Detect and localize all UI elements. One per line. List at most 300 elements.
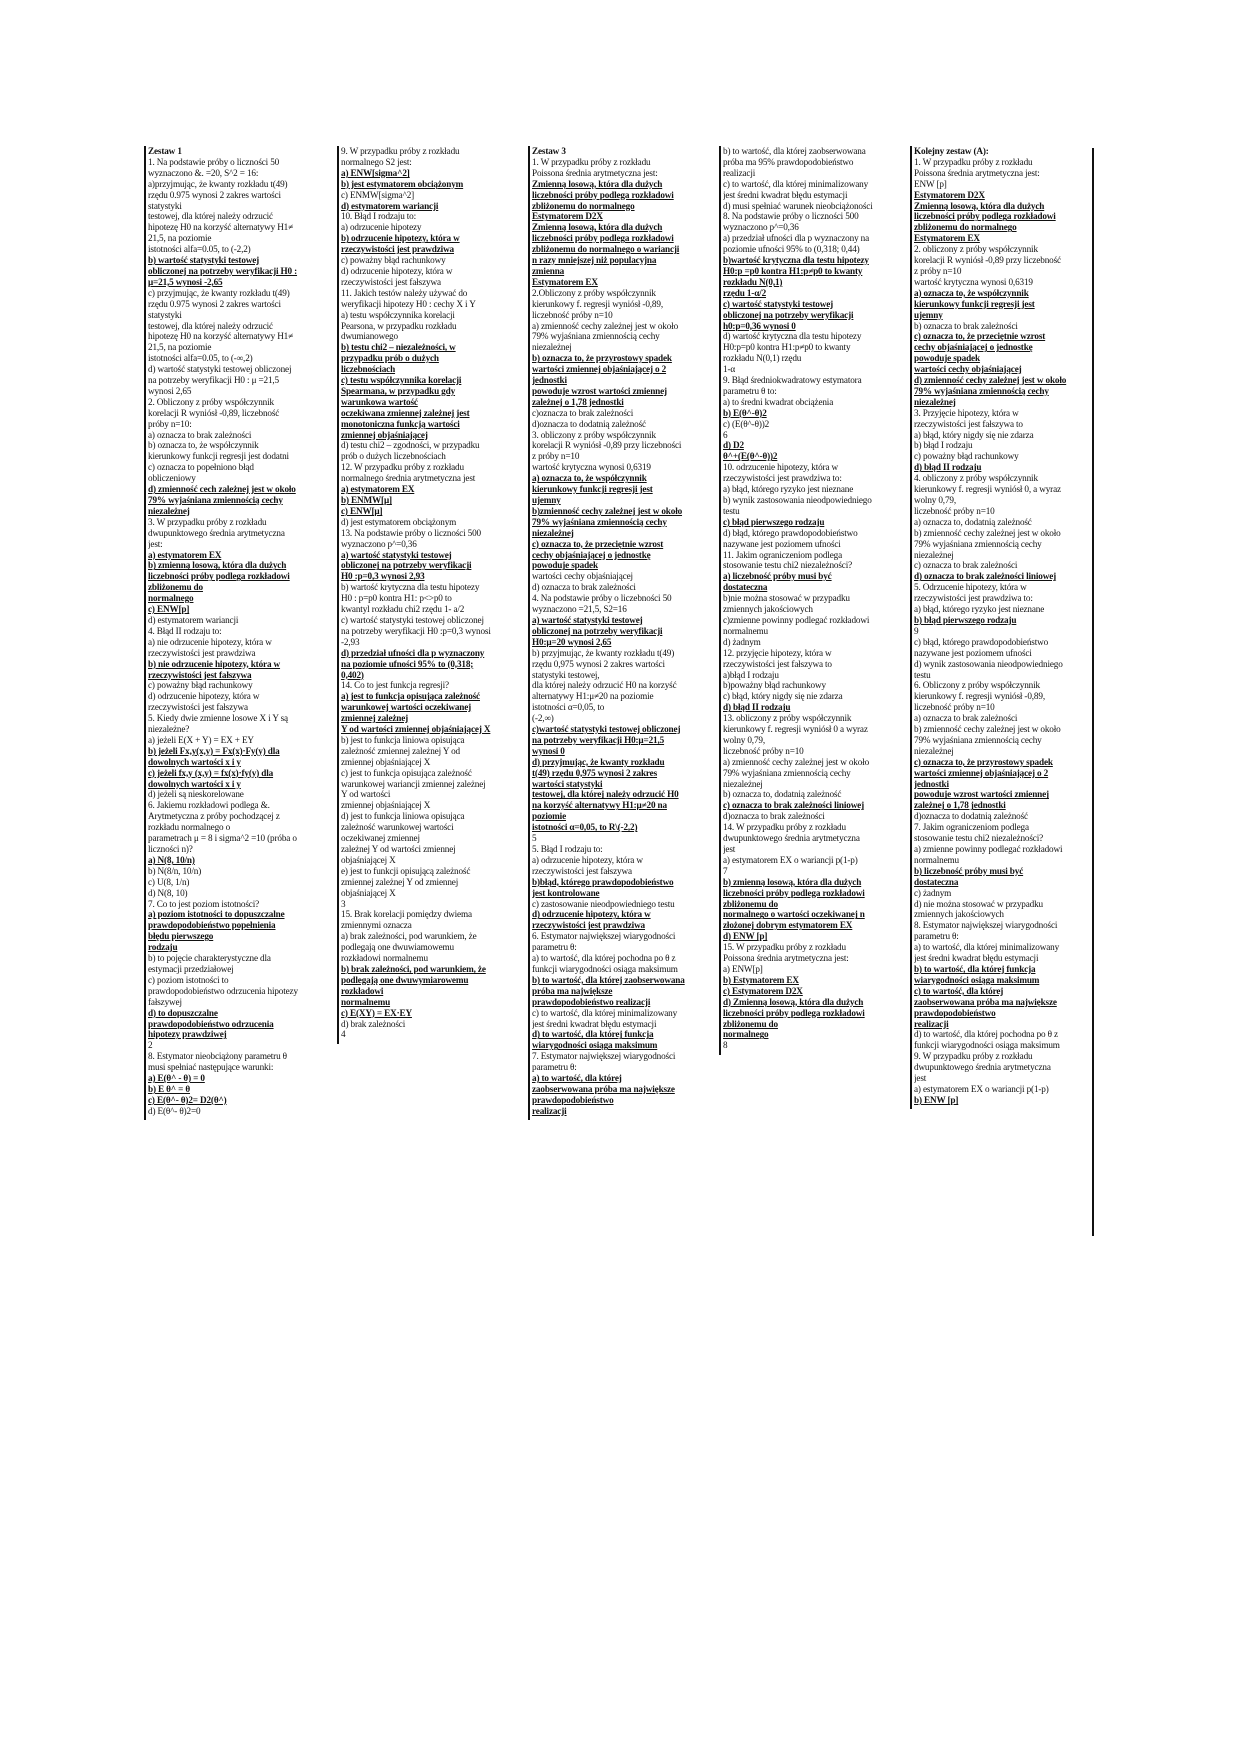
text-line: c) oznacza to popełniono błąd: [148, 462, 254, 473]
text-line: d) E(θ^- θ)2=0: [148, 1105, 201, 1116]
text-line: d) nie można stosować w przypadku: [914, 898, 1043, 909]
answer-line: obliczonej na potrzeby weryfikacji H0 :: [148, 265, 298, 276]
section-heading: Zestaw 1: [148, 146, 182, 156]
answer-line: testowej, dla której należy odrzucić H0: [532, 789, 679, 800]
answer-line: c) E(XY) = EX·EY: [341, 1007, 412, 1018]
text-line: podlegają one dwuwiamowemu: [341, 942, 454, 953]
answer-line: θ^+(E(θ^-θ))2: [723, 451, 778, 462]
text-line: parametru θ:: [532, 942, 577, 953]
answer-line: b) zmienną losową, która dla dużych: [723, 876, 862, 887]
answer-line: próba ma największe: [532, 985, 613, 996]
text-line: 8. Estymator nieobciążony parametru θ: [148, 1051, 287, 1062]
text-line: alternatywy H1:μ≠20 na poziomie: [532, 691, 654, 702]
text-line: 10. Błąd I rodzaju to:: [341, 211, 417, 222]
text-line: 4. Na podstawie próby o liczebności 50: [532, 593, 672, 604]
answer-line: Zmienną losową, która dla dużych: [532, 178, 663, 189]
text-line: zależnej Y od wartości zmiennej: [341, 844, 456, 854]
text-line: c) to wartość, dla której minimalizowany: [532, 1007, 678, 1018]
text-line: b) to pojęcie charakterystyczne dla: [148, 953, 271, 964]
answer-line: b) Estymatorem EX: [723, 974, 799, 985]
text-line: testowej, dla której należy odrzucić: [148, 320, 273, 331]
text-line: liczebność próby n=10: [914, 702, 995, 713]
answer-line: monotoniczna funkcją wartości: [341, 418, 460, 429]
answer-line: wiarygodności osiąga maksimum: [914, 974, 1040, 985]
answer-line: 79% wyjaśniana zmiennością cechy: [148, 495, 283, 505]
answer-line: niezależnej: [148, 505, 190, 516]
text-line: z próby n=10: [914, 265, 962, 276]
answer-line: t(49) rzędu 0,975 wynosi 2 zakres: [532, 767, 658, 778]
text-line: 9. W przypadku próby z rozkładu: [341, 146, 460, 156]
text-line: stosowanie testu chi2 niezależności?: [723, 560, 853, 571]
text-line: H0:p=p0 kontra H1:p≠p0 to kwanty: [723, 342, 851, 353]
text-line: niezależnej: [532, 342, 572, 353]
answer-line: a) to wartość, dla której: [532, 1073, 622, 1084]
text-line: rzeczywistości jest fałszywa to: [914, 418, 1023, 429]
text-line: d) wartość statystyki testowej obliczonej: [148, 364, 292, 375]
answer-line: Estymatorem EX: [914, 233, 980, 244]
answer-line: ujemny: [914, 309, 943, 320]
text-line: statystyki testowej,: [532, 669, 600, 680]
text-line: kierunkowy f. regresji wyniósł 0 a wyraz: [723, 724, 868, 735]
text-line: Arytmetyczna z próby pochodzącej z: [148, 811, 280, 822]
text-line: d) brak zależności: [341, 1018, 406, 1029]
text-line: 1. Na podstawie próby o liczności 50: [148, 156, 280, 167]
answer-line: c) ENW[p]: [148, 604, 190, 615]
text-line: dwumianowego: [341, 331, 398, 342]
text-line: wynosi 2,65: [148, 385, 192, 396]
answer-line: a) oznacza to, że współczynnik: [532, 473, 647, 484]
answer-line: b)błąd, którego prawdopodobieństwo: [532, 876, 674, 887]
answer-line: d) Zmienną losową, która dla dużych: [723, 996, 864, 1007]
answer-line: b) jest estymatorem obciążonym: [341, 178, 464, 189]
text-line: 6. Jakiemu rozkładowi podlega &.: [148, 800, 270, 811]
text-line: z próby n=10: [532, 451, 580, 462]
text-line: c) błąd, który nigdy się nie zdarza: [723, 691, 843, 702]
answer-line: powoduje spadek: [532, 560, 598, 571]
text-line: b) błąd I rodzaju: [914, 440, 973, 451]
answer-line: d) zmienność cech zależnej jest w około: [148, 484, 296, 495]
text-line: rzeczywistości jest prawdziwa to:: [723, 473, 842, 484]
text-line: wyznaczono &. =20, S^2 = 16:: [148, 167, 259, 178]
answer-line: zaobserwowana próba ma największe: [532, 1083, 675, 1094]
answer-line: na potrzeby weryfikacji H0:μ=21,5: [532, 734, 665, 745]
text-line: korelacji R wyniósł -0,89 przy liczebności: [532, 440, 682, 451]
text-line: 2. obliczony z próby współczynnik: [914, 244, 1038, 255]
text-line: 8. Estymator największej wiarygodności: [914, 920, 1058, 931]
text-line: d) testu chi2 – zgodności, w przypadku: [341, 440, 480, 451]
text-line: wyznaczono p^=0,36: [341, 538, 417, 549]
text-line: wartość krytyczna wynosi 0,6319: [914, 276, 1033, 287]
text-line: c) poważny błąd rachunkowy: [341, 255, 446, 266]
text-line: jest średni kwadrat błędu estymacji: [914, 953, 1039, 964]
text-line: a) przedział ufności dla p wyznaczony na: [723, 233, 870, 244]
text-line: a) ENW[p]: [723, 963, 763, 974]
text-line: rzędu 0.975 wynosi 2 zakres wartości: [148, 298, 281, 309]
text-line: 4. Błąd II rodzaju to:: [148, 625, 222, 636]
text-line: testu: [914, 669, 931, 680]
text-line: rzeczywistości jest prawdziwa to:: [914, 593, 1033, 604]
answer-line: h0:p=0,36 wynosi 0: [723, 320, 796, 331]
text-line: zmiennymi oznacza: [341, 920, 412, 931]
answer-line: prawdopodobieństwo: [532, 1094, 614, 1105]
text-line: c) błąd, którego prawdopodobieństwo: [914, 636, 1049, 647]
column-rule: [144, 146, 146, 1120]
text-line: b) przyjmując, że kwanty rozkładu t(49): [532, 647, 675, 658]
answer-line: niezależnej: [914, 396, 956, 407]
answer-line: b)zmienność cechy zależnej jest w około: [532, 505, 683, 516]
text-line: 7: [723, 865, 728, 876]
text-line: 79% wyjaśniana zmiennością cechy: [532, 331, 660, 342]
text-line: 3. obliczony z próby współczynnik: [532, 429, 656, 440]
answer-line: c) oznacza to, że przeciętnie wzrost: [532, 538, 664, 549]
text-line: funkcji wiarygodności osiąga maksimum: [532, 963, 678, 974]
text-line: Pearsona, w przypadku rozkładu: [341, 320, 457, 331]
text-line: 11. Jakim ograniczeniom podlega: [723, 549, 843, 560]
text-line: testu: [723, 505, 740, 516]
text-line: d) odrzucenie hipotezy, która w: [341, 265, 453, 276]
text-line: wartości cechy objaśniającej: [532, 571, 633, 582]
answer-line: liczebności próby podlega rozkładowi: [532, 189, 674, 200]
text-line: 3. W przypadku próby z rozkładu: [148, 516, 267, 527]
text-line: musi spełniać następujące warunki:: [148, 1062, 274, 1073]
answer-line: obliczonej na potrzeby weryfikacji: [341, 560, 472, 571]
text-line: próba ma 95% prawdopodobieństwo: [723, 156, 854, 167]
text-line: d)oznacza to brak zależności: [723, 811, 825, 822]
answer-line: b) brak zależności, pod warunkiem, że: [341, 963, 486, 974]
text-line: b) oznacza to, dodatnią zależność: [723, 789, 842, 800]
text-line: statystyki: [148, 200, 182, 211]
text-line: rzędu 0.975 wynosi 2 zakres wartości: [148, 189, 281, 200]
answer-line: dostateczna: [914, 876, 959, 887]
answer-line: c) oznacza to, że przeciętnie wzrost: [914, 331, 1046, 342]
answer-line: c) ENW[μ]: [341, 505, 383, 516]
answer-line: b) liczebność próby musi być: [914, 865, 1024, 876]
text-line: zmiennych jakościowych: [723, 604, 813, 615]
text-line: 6. Obliczony z próby współczynnik: [914, 680, 1040, 691]
answer-line: c) oznacza to, że przyrostowy spadek: [914, 756, 1053, 767]
answer-line: rozkładu N(0,1): [723, 276, 783, 287]
text-line: 7. Jakim ograniczeniom podlega: [914, 822, 1029, 833]
text-line: parametrach μ = 8 i sigma^2 =10 (próba o: [148, 833, 297, 844]
text-line: jest średni kwadrat błędu estymacji: [532, 1018, 657, 1029]
text-line: 2.Obliczony z próby współczynnik: [532, 287, 656, 298]
text-line: d) błąd, którego prawdopodobieństwo: [723, 527, 858, 538]
answer-line: zaobserwowana próba ma największe: [914, 996, 1057, 1007]
answer-line: zmiennej zależnej: [341, 713, 409, 724]
text-line: normalnemu: [914, 854, 959, 865]
text-line: a) oznacza to brak zależności: [148, 429, 252, 440]
answer-line: błędu pierwszego: [148, 931, 214, 942]
text-line: 4: [341, 1029, 346, 1040]
text-line: c)zmienne powinny podlegać rozkładowi: [723, 614, 870, 625]
text-line: 3: [341, 898, 346, 909]
answer-line: Zmienną losową, która dla dużych: [914, 200, 1045, 211]
text-line: H0 : p=p0 kontra H1: p<>p0 to: [341, 593, 452, 604]
text-line: 13. obliczony z próby współczynnik: [723, 713, 852, 724]
answer-line: b) jeżeli Fx,y(x,y) = Fx(x)·Fy(y) dla: [148, 745, 280, 756]
text-line: 14. W przypadku próby z rozkładu: [723, 822, 846, 833]
answer-line: jest kontrolowane: [532, 887, 600, 898]
text-line: c) poważny błąd rachunkowy: [914, 451, 1019, 462]
text-line: b) to wartość, dla której zaobserwowana: [723, 146, 866, 156]
answer-line: n razy mniejszej niż populacyjna: [532, 255, 657, 266]
text-line: zmiennej objaśniającej X: [341, 756, 431, 767]
column-rule: [910, 146, 912, 1109]
text-line: 3. Przyjęcie hipotezy, która w: [914, 407, 1019, 418]
answer-line: na korzyść alternatywy H1:μ≠20 na: [532, 800, 667, 811]
text-line: 12. W przypadku próby z rozkładu: [341, 462, 464, 473]
text-line: a) zmienność cechy zależnej jest w około: [532, 320, 679, 331]
text-line: d)oznacza to dodatnią zależność: [914, 811, 1028, 822]
answer-line: a) N(8, 10/n): [148, 854, 195, 865]
answer-line: Y od wartości zmiennej objaśniającej X: [341, 724, 491, 735]
answer-line: b) to wartość, dla której funkcja: [914, 963, 1036, 974]
answer-line: d) odrzucenie hipotezy, która w: [532, 909, 651, 920]
answer-line: Estymatorem D2X: [532, 211, 603, 222]
text-line: a)przyjmując, że kwanty rozkładu t(49): [148, 178, 288, 189]
answer-line: 79% wyjaśniana zmiennością cechy: [914, 385, 1049, 396]
text-line: parametru θ to:: [723, 385, 777, 396]
answer-line: Estymatorem D2X: [914, 189, 985, 200]
section-heading: Zestaw 3: [532, 146, 566, 156]
text-line: d) to wartość, dla której pochodna po θ z: [914, 1029, 1058, 1040]
answer-line: b) wartość statystyki testowej: [148, 255, 260, 266]
text-line: a) jeżeli E(X + Y) = EX + EY: [148, 734, 254, 745]
text-line: rozkładu normalnego o: [148, 822, 231, 833]
text-line: parametru θ:: [532, 1062, 577, 1073]
text-line: zależność warunkowej wartości: [341, 822, 454, 833]
column-rule: [528, 146, 530, 1120]
answer-line: zmiennej objaśniającej: [341, 429, 428, 440]
text-line: b) jest to funkcja liniowa opisująca: [341, 734, 465, 745]
text-line: rozkładu N(0,1) rzędu: [723, 353, 802, 364]
answer-line: rzeczywistości jest fałszywa: [148, 669, 252, 680]
answer-line: c) oznacza to brak zależności liniowej: [723, 800, 865, 811]
text-line: 13. Na podstawie próby o liczności 500: [341, 527, 481, 538]
text-line: dla której należy odrzucić H0 na korzyść: [532, 680, 677, 691]
text-line: 7. Co to jest poziom istotności?: [148, 898, 260, 909]
column-rule: [719, 146, 721, 1055]
text-line: c) U(8, 1/n): [148, 876, 190, 887]
answer-line: liczebności próby podlega rozkładowi: [723, 1007, 865, 1018]
text-line: a) estymatorem EX o wariancji p(1-p): [723, 854, 858, 865]
text-line: a) brak zależności, pod warunkiem, że: [341, 931, 477, 942]
answer-line: prawdopodobieństwo popełnienia: [148, 920, 276, 931]
text-line: 5. Kiedy dwie zmienne losowe X i Y są: [148, 713, 288, 724]
text-line: a) testu współczynnika korelacji: [341, 309, 455, 320]
text-line: rzeczywistości jest fałszywa: [341, 276, 441, 287]
text-line: 1-α: [723, 364, 736, 375]
text-line: korelacji R wyniósł -0,89, liczebność: [148, 407, 280, 418]
answer-line: na poziomie ufności 95% to (0,318;: [341, 658, 474, 669]
answer-line: b) ENMW[μ]: [341, 495, 392, 505]
answer-line: c) testu współczynnika korelacji: [341, 375, 462, 386]
text-line: 79% wyjaśniana zmiennością cechy: [914, 538, 1042, 549]
text-line: c) jest to funkcja opisująca zależność: [341, 767, 472, 778]
text-line: a) zmienne powinny podlegać rozkładowi: [914, 844, 1063, 854]
answer-line: prawdopodobieństwo: [914, 1007, 996, 1018]
column-1: [148, 146, 334, 1117]
answer-line: 0,402): [341, 669, 364, 680]
answer-line: rzeczywistości jest prawdziwa: [532, 920, 646, 931]
answer-line: złożonej dobrym estymatorem EX: [723, 920, 853, 931]
text-line: Y od wartości: [341, 789, 391, 800]
text-line: funkcji wiarygodności osiąga maksimum: [914, 1040, 1060, 1051]
answer-line: c) E(θ^- θ)2= D2(θ^): [148, 1094, 227, 1105]
answer-line: b) błąd pierwszego rodzaju: [914, 614, 1017, 625]
text-line: istotności α=0,05, to: [532, 702, 605, 713]
answer-line: d) zmienność cechy zależnej jest w około: [914, 375, 1067, 386]
answer-line: b) ENW [p]: [914, 1094, 959, 1105]
answer-line: H0 :p=0,3 wynosi 2,93: [341, 571, 425, 582]
text-line: 2. Obliczony z próby współczynnik: [148, 396, 274, 407]
text-line: rzeczywistości jest prawdziwa: [148, 647, 256, 658]
answer-line: obliczonej na potrzeby weryfikacji: [723, 309, 854, 320]
answer-line: c) błąd pierwszego rodzaju: [723, 516, 825, 527]
answer-line: a) ENW[sigma^2]: [341, 167, 410, 178]
text-line: 1. W przypadku próby z rozkładu: [532, 156, 651, 167]
answer-line: cechy objaśniającej o jednostkę: [532, 549, 651, 560]
text-line: c) żadnym: [914, 887, 952, 898]
text-line: wolny 0,79,: [914, 495, 956, 505]
text-line: 5. Błąd I rodzaju to:: [532, 844, 603, 854]
answer-line: rzędu 1-α/2: [723, 287, 767, 298]
text-line: 4. obliczony z próby współczynnik: [914, 473, 1038, 484]
text-line: wartość krytyczna wynosi 0,6319: [532, 462, 651, 473]
answer-line: zbliżonemu do: [148, 582, 203, 593]
answer-line: Estymatorem EX: [532, 276, 598, 287]
text-line: niezależne?: [148, 724, 190, 735]
text-line: c)oznacza to brak zależności: [532, 407, 634, 418]
text-line: stosowanie testu chi2 niezależności?: [914, 833, 1044, 844]
column-3: [532, 146, 718, 1117]
text-line: hipotezę H0 na korzyść alternatywy H1≠: [148, 331, 294, 342]
answer-line: b) zmienną losową, która dla dużych: [148, 560, 287, 571]
text-line: liczebność próby n=10: [723, 745, 804, 756]
column-2: [341, 146, 527, 1040]
text-line: 21,5, na poziomie: [148, 233, 212, 244]
text-line: c) wartość statystyki testowej obliczonej: [341, 614, 484, 625]
text-line: -2,93: [341, 636, 360, 647]
answer-line: powoduje spadek: [914, 353, 980, 364]
answer-line: zbliżonemu do: [723, 898, 778, 909]
answer-line: b) to wartość, dla której zaobserwowana: [532, 974, 685, 985]
answer-line: d) to dopuszczalne: [148, 1007, 218, 1018]
text-line: wolny 0,79,: [723, 734, 765, 745]
answer-line: liczebności próby podlega rozkładowi: [148, 571, 290, 582]
text-line: jest: [723, 844, 736, 854]
text-line: zmiennej objaśniającej X: [341, 800, 431, 811]
text-line: jest: [914, 1073, 927, 1084]
text-line: 5: [532, 833, 537, 844]
text-line: prób o dużych liczebnościach: [341, 451, 446, 462]
text-line: a) to średni kwadrat obciążenia: [723, 396, 834, 407]
column-rule: [337, 146, 339, 1044]
text-line: nazywane jest poziomem ufności: [723, 538, 841, 549]
text-line: b) wynik zastosowania nieodpowiedniego: [723, 495, 872, 505]
answer-line: przypadku prób o dużych: [341, 353, 439, 364]
answer-line: normalnego: [723, 1029, 769, 1040]
answer-line: podlegają one dwuwymiarowemu: [341, 974, 469, 985]
answer-line: realizacji: [532, 1105, 567, 1116]
answer-line: normalnego o wartości oczekiwanej n: [723, 909, 865, 920]
answer-line: niezależnej: [532, 527, 574, 538]
text-line: jest:: [148, 538, 163, 549]
answer-line: wartości zmiennej objaśniającej o 2: [532, 364, 667, 375]
text-line: c) (E(θ^-θ))2: [723, 418, 770, 429]
text-line: b) zmienność cechy zależnej jest w około: [914, 724, 1061, 735]
text-line: 6: [723, 429, 728, 440]
text-line: Poissona średnia arytmetyczna jest:: [532, 167, 658, 178]
text-line: 15. Brak korelacji pomiędzy dwiema: [341, 909, 472, 920]
text-line: 8: [723, 1040, 728, 1051]
answer-line: normalnemu: [341, 996, 391, 1007]
text-line: realizacji: [723, 167, 756, 178]
answer-line: H0:μ=20 wynosi 2,65: [532, 636, 612, 647]
answer-line: normalnego: [148, 593, 194, 604]
text-line: kierunkowy f. regresji wyniósł -0,89,: [532, 298, 663, 309]
text-line: 12. przyjęcie hipotezy, która w: [723, 647, 832, 658]
text-line: b) oznacza to brak zależności: [914, 320, 1018, 331]
text-line: dwupunktowego średnia arytmetyczna: [723, 833, 860, 844]
text-line: 5. Odrzucenie hipotezy, która w: [914, 582, 1027, 593]
answer-line: a) estymatorem EX: [341, 484, 415, 495]
text-line: obliczeniowy: [148, 473, 196, 484]
text-line: zależność zmiennej zależnej Y od: [341, 745, 460, 756]
text-line: dwupunktowego średnia arytmetyczna: [148, 527, 285, 538]
text-line: c) zastosowanie nieodpowiedniego testu: [532, 898, 675, 909]
text-line: kwantyl rozkładu chi2 rzędu 1- a/2: [341, 604, 465, 615]
text-line: objaśniającej X: [341, 887, 396, 898]
text-line: c) to wartość, dla której minimalizowany: [723, 178, 869, 189]
text-line: a) błąd, którego ryzyko jest nieznane: [914, 604, 1045, 615]
text-line: 9. W przypadku próby z rozkładu: [914, 1051, 1033, 1062]
answer-line: a) jest to funkcja opisująca zależność: [341, 691, 480, 702]
answer-line: zbliżonemu do normalnego: [914, 222, 1017, 233]
answer-line: c) to wartość, dla której: [914, 985, 1004, 996]
answer-line: Zmienną losową, która dla dużych: [532, 222, 663, 233]
text-line: na potrzeby weryfikacji H0 :p=0,3 wynosi: [341, 625, 491, 636]
text-line: oczekiwanej zmiennej: [341, 833, 420, 844]
answer-line: powoduje wzrost wartości zmiennej: [914, 789, 1049, 800]
text-line: 6. Estymator największej wiarygodności: [532, 931, 676, 942]
text-line: jest średni kwadrat błędu estymacji: [723, 189, 848, 200]
text-line: niezależnej: [914, 745, 954, 756]
answer-line: b) E(θ^-θ)2: [723, 407, 767, 418]
text-line: korelacji R wyniósł -0,89 przy liczebność: [914, 255, 1061, 266]
answer-line: d) błąd II rodzaju: [914, 462, 982, 473]
answer-line: ujemny: [532, 495, 561, 505]
text-line: rzeczywistości jest fałszywa: [532, 865, 632, 876]
answer-line: dostateczna: [723, 582, 768, 593]
text-line: 11. Jakich testów należy używać do: [341, 287, 468, 298]
answer-line: H0:p =p0 kontra H1:p≠p0 to kwanty: [723, 265, 863, 276]
text-line: c) ENMW[sigma^2]: [341, 189, 415, 200]
answer-line: a) oznacza to, że współczynnik: [914, 287, 1029, 298]
answer-line: dowolnych wartości x i y: [148, 756, 241, 767]
text-line: 14. Co to jest funkcja regresji?: [341, 680, 449, 691]
text-line: b) oznacza to, że współczynnik: [148, 440, 259, 451]
answer-line: cechy objaśniającej o jednostkę: [914, 342, 1033, 353]
answer-line: realizacji: [914, 1018, 949, 1029]
text-line: a) odrzucenie hipotezy: [341, 222, 422, 233]
text-line: kierunkowy f. regresji wyniósł 0, a wyraz: [914, 484, 1061, 495]
answer-line: d) ENW [p]: [723, 931, 768, 942]
text-line: testowej, dla której należy odrzucić: [148, 211, 273, 222]
answer-line: wartości cechy objaśniającej: [914, 364, 1022, 375]
answer-line: istotności α=0,05, to R\(-2,2): [532, 822, 638, 833]
text-line: b) N(8/n, 10/n): [148, 865, 202, 876]
